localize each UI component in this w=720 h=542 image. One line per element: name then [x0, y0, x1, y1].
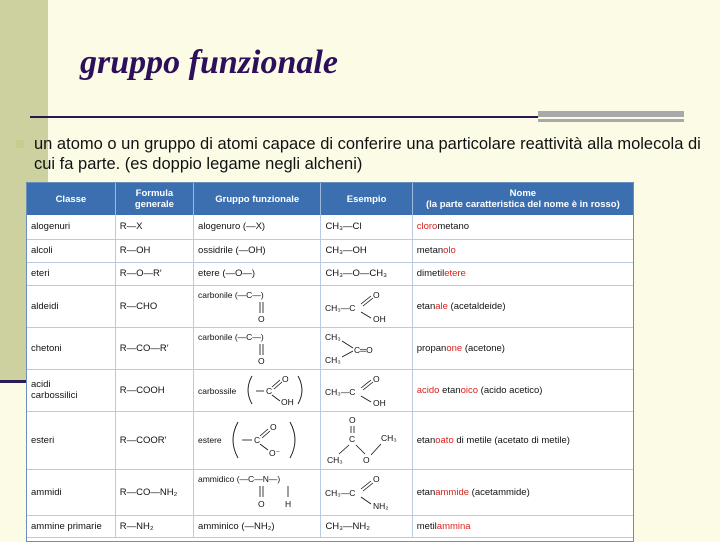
svg-text:OH: OH — [281, 397, 294, 407]
header-formula: Formula generale — [115, 183, 193, 215]
svg-text:carbonile (—C—): carbonile (—C—) — [198, 290, 264, 300]
svg-text:CH₃: CH₃ — [327, 455, 344, 465]
cell-classe: aldeidi — [27, 285, 115, 327]
svg-text:CH₃—C: CH₃—C — [325, 387, 356, 397]
cell-formula: R—OH — [115, 239, 193, 262]
svg-text:O: O — [282, 374, 289, 384]
slide-title: gruppo funzionale — [80, 44, 338, 81]
functional-groups-table — [26, 182, 634, 542]
cell-gruppo: alogenuro (—X) — [194, 215, 321, 239]
table-row — [27, 285, 633, 327]
acetic-acid-structure — [325, 372, 407, 408]
svg-text:O: O — [258, 314, 265, 324]
cell-esempio — [321, 327, 412, 369]
cell-esempio — [321, 469, 412, 515]
header-classe: Classe — [27, 183, 115, 215]
cell-nome: clorometano — [412, 215, 633, 239]
acetamide-structure — [325, 472, 407, 512]
title-rule-accent-2 — [538, 119, 684, 122]
svg-text:CH₃: CH₃ — [325, 332, 342, 342]
svg-text:O: O — [373, 290, 381, 300]
table-row — [27, 215, 633, 239]
svg-text:O: O — [270, 422, 277, 432]
amide-structure — [198, 472, 316, 512]
bullet-point — [16, 134, 706, 174]
header-gruppo: Gruppo funzionale — [194, 183, 321, 215]
cell-esempio — [321, 411, 412, 469]
cell-formula: R—CHO — [115, 285, 193, 327]
cell-gruppo: amminico (—NH₂) — [194, 515, 321, 537]
cell-nome: metanolo — [412, 239, 633, 262]
table-row — [27, 262, 633, 285]
svg-text:estere: estere — [198, 435, 222, 445]
carbonyl-structure — [198, 288, 316, 324]
title-rule — [30, 116, 538, 118]
svg-text:O: O — [373, 374, 381, 384]
cell-classe: eteri — [27, 262, 115, 285]
svg-text:OH: OH — [373, 314, 387, 324]
table-header-row — [27, 183, 633, 215]
title-rule-accent — [538, 111, 684, 117]
svg-text:O: O — [349, 415, 357, 425]
svg-text:C: C — [266, 386, 273, 396]
acetone-structure — [325, 330, 407, 366]
ester-structure — [198, 418, 316, 462]
cell-classe: ammine primarie — [27, 515, 115, 537]
cell-formula: R—X — [115, 215, 193, 239]
carbonyl-structure — [198, 330, 316, 366]
cell-formula: R—COOH — [115, 369, 193, 411]
cell-nome: metilammina — [412, 515, 633, 537]
svg-text:C: C — [349, 434, 356, 444]
acetaldehyde-structure — [325, 288, 407, 324]
cell-classe: chetoni — [27, 327, 115, 369]
cell-formula: R—CO—R′ — [115, 327, 193, 369]
cell-gruppo: etere (—O—) — [194, 262, 321, 285]
table-row — [27, 469, 633, 515]
cell-nome: dimetiletere — [412, 262, 633, 285]
svg-text:CH₃: CH₃ — [325, 355, 342, 365]
methyl-acetate-structure — [325, 414, 407, 466]
cell-esempio — [321, 285, 412, 327]
svg-text:O: O — [373, 474, 381, 484]
cell-nome: propanone (acetone) — [412, 327, 633, 369]
cell-esempio: CH₃—NH₂ — [321, 515, 412, 537]
cell-esempio: CH₃—Cl — [321, 215, 412, 239]
svg-text:carbonile (—C—): carbonile (—C—) — [198, 332, 264, 342]
header-nome: Nome (la parte caratteristica del nome è in rosso) — [412, 183, 633, 215]
header-esempio: Esempio — [321, 183, 412, 215]
bullet-text: un atomo o un gruppo di atomi capace di conferire una particolare reattività alla molecola di cui fa parte. (es doppio legame negli alcheni) — [34, 135, 701, 173]
bullet-marker-icon — [16, 140, 24, 148]
cell-gruppo — [194, 369, 321, 411]
svg-text:C: C — [254, 435, 261, 445]
cell-classe: esteri — [27, 411, 115, 469]
table-row — [27, 369, 633, 411]
cell-formula: R—COOR′ — [115, 411, 193, 469]
svg-text:CH₃: CH₃ — [381, 433, 398, 443]
svg-text:O⁻: O⁻ — [269, 448, 281, 458]
cell-classe: alcoli — [27, 239, 115, 262]
cell-formula: R—NH₂ — [115, 515, 193, 537]
svg-text:ammidico (—C—N—): ammidico (—C—N—) — [198, 474, 281, 484]
svg-text:O: O — [363, 455, 371, 465]
svg-text:OH: OH — [373, 398, 387, 408]
cell-nome: etanale (acetaldeide) — [412, 285, 633, 327]
svg-text:CH₃—C: CH₃—C — [325, 488, 356, 498]
svg-text:O: O — [258, 356, 265, 366]
cell-classe: acidi carbossilici — [27, 369, 115, 411]
cell-gruppo — [194, 469, 321, 515]
table-row — [27, 327, 633, 369]
cell-formula: R—CO—NH₂ — [115, 469, 193, 515]
cell-classe: ammidi — [27, 469, 115, 515]
cell-gruppo — [194, 411, 321, 469]
svg-text:NH₂: NH₂ — [373, 501, 390, 511]
cell-classe: alogenuri — [27, 215, 115, 239]
cell-gruppo: ossidrile (—OH) — [194, 239, 321, 262]
table-row — [27, 515, 633, 537]
cell-gruppo — [194, 285, 321, 327]
cell-esempio: CH₃—OH — [321, 239, 412, 262]
cell-nome: acido etanoico (acido acetico) — [412, 369, 633, 411]
cell-nome: etanammide (acetammide) — [412, 469, 633, 515]
cell-esempio — [321, 369, 412, 411]
svg-text:O: O — [258, 499, 265, 509]
svg-text:CH₃—C: CH₃—C — [325, 303, 356, 313]
table-row — [27, 411, 633, 469]
table-row — [27, 239, 633, 262]
cell-gruppo — [194, 327, 321, 369]
cell-nome: etanoato di metile (acetato di metile) — [412, 411, 633, 469]
cell-formula: R—O—R′ — [115, 262, 193, 285]
svg-text:H: H — [285, 499, 292, 509]
cell-esempio: CH₃—O—CH₃ — [321, 262, 412, 285]
carboxyl-structure — [198, 372, 316, 408]
svg-text:C═O: C═O — [354, 345, 374, 355]
svg-text:carbossile: carbossile — [198, 386, 237, 396]
